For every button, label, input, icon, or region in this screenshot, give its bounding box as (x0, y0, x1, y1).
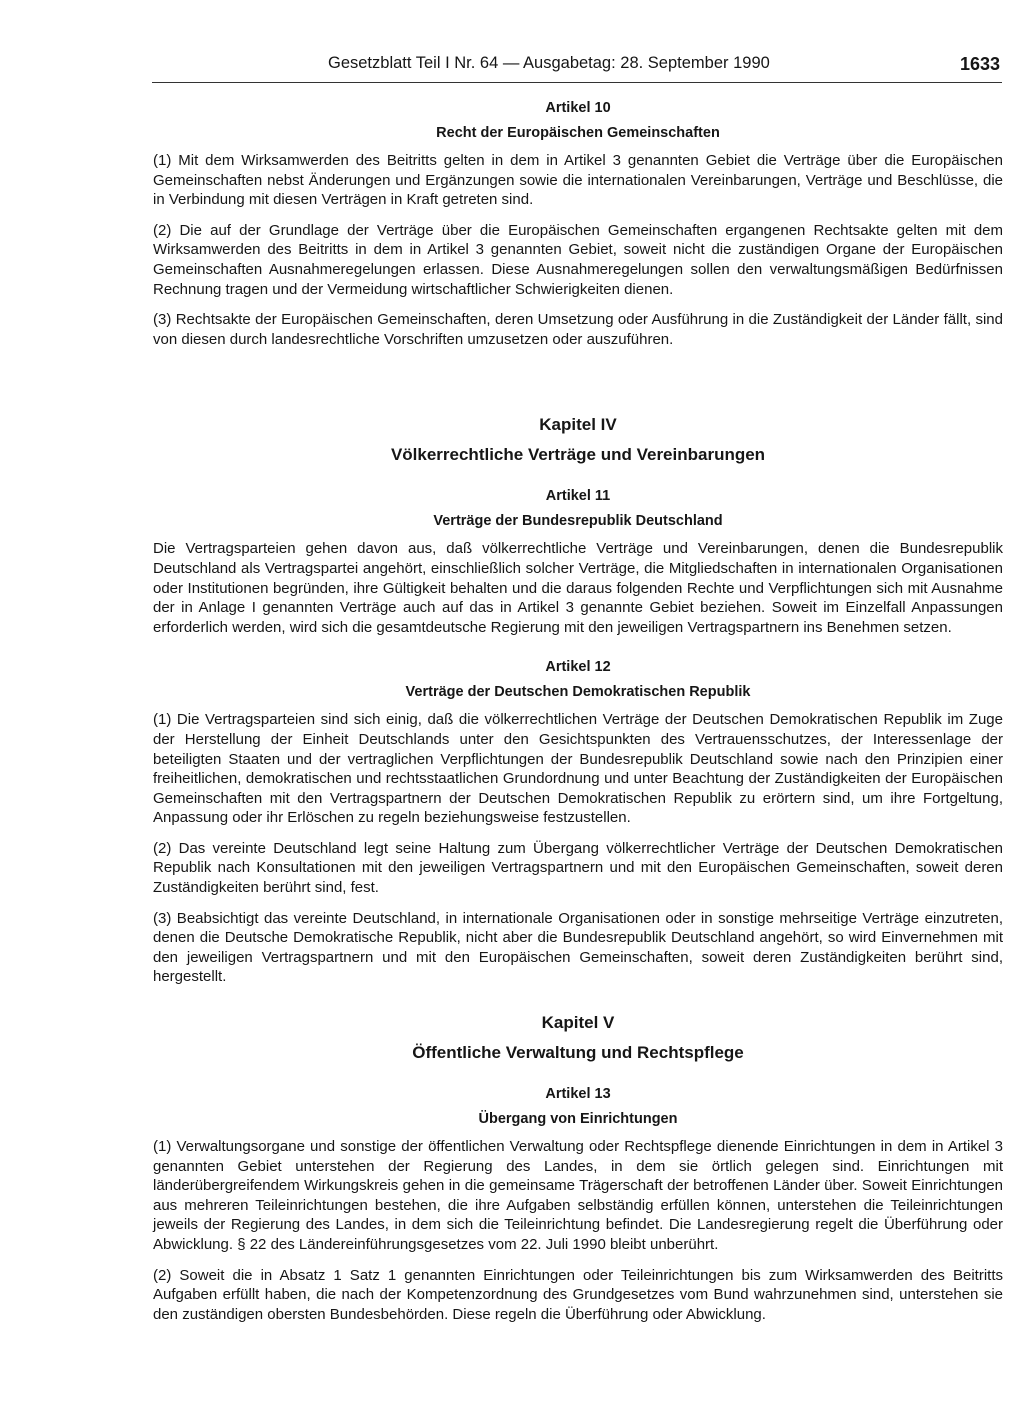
article-subtitle: Recht der Europäischen Gemeinschaften (436, 125, 720, 141)
article-12 (153, 659, 1003, 987)
paragraph: (3) Rechtsakte der Europäischen Gemeinschaften, deren Umsetzung oder Ausführung in die Zuständigkeit der Länder fällt, sind von diesen durch landesrechtliche Vorschriften umzusetzen oder auszuführen. (153, 311, 1003, 348)
article-11 (153, 488, 1003, 637)
page-number: 1633 (959, 54, 1000, 74)
document-body (153, 100, 1003, 1335)
paragraph: (3) Beabsichtigt das vereinte Deutschland, in internationale Organisationen oder in sonstige mehrseitige Verträge einzutreten, denen die Deutsche Demokratische Republik, nicht aber die Bundesrepublik Deutschland angehört, so wird Einvernehmen mit den jeweiligen Vertragspartnern und mit den Europäischen Gemeinschaften, soweit deren Zuständigkeiten berührt sind, hergestellt. (153, 909, 1003, 986)
article-13 (153, 1086, 1003, 1324)
article-subtitle: Übergang von Einrichtungen (478, 1111, 678, 1128)
chapter-title: Kapitel V (541, 1013, 615, 1033)
chapter-subtitle: Völkerrechtliche Verträge und Vereinbarungen (390, 445, 766, 465)
chapter-subtitle: Öffentliche Verwaltung und Rechtspflege (412, 1043, 744, 1063)
chapter-5 (153, 1013, 1003, 1063)
article-title: Artikel 12 (545, 659, 611, 676)
paragraph: (1) Verwaltungsorgane und sonstige der öffentlichen Verwaltung oder Rechtspflege dienende Einrichtungen in dem in Artikel 3 genannten Gebiet unterstehen der Regierung des Landes, in dem sie örtlich gelegen sind. Einrichtungen mit länderübergreifendem Wirkungskreis gehen in die gemeinsame Trägerschaft der betroffenen Länder über. Soweit Einrichtungen aus mehreren Teileinrichtungen bestehen, die ihre Aufgaben selbständig erfüllen können, unterstehen die Teileinrichtungen jeweils der Regierung des Landes, in dem sich die Teileinrichtung befindet. Die Landesregierung regelt die Überführung oder Abwicklung. § 22 des Ländereinführungsgesetzes vom 22. Juli 1990 bleibt unberührt. (153, 1138, 1003, 1253)
paragraph: (2) Das vereinte Deutschland legt seine Haltung zum Übergang völkerrechtlicher Verträge der Deutschen Demokratischen Republik nach Konsultationen mit den jeweiligen Vertragspartnern und mit den Europäischen Gemeinschaften, soweit deren Zuständigkeiten berührt sind, fest. (153, 839, 1003, 897)
page-header (152, 52, 1002, 83)
paragraph: (2) Die auf der Grundlage der Verträge über die Europäischen Gemeinschaften ergangenen Rechtsakte gelten mit dem Wirksamwerden des Beitritts in dem in Artikel 3 genannten Gebiet, soweit nicht die zuständigen Organe der Europäischen Gemeinschaften Ausnahmeregelungen erlassen. Diese Ausnahmeregelungen sollen den verwaltungsmäßigen Bedürfnissen Rechnung tragen und der Vermeidung wirtschaftlicher Schwierigkeiten dienen. (153, 221, 1003, 298)
paragraph: Die Vertragsparteien gehen davon aus, daß völkerrechtliche Verträge und Vereinbarungen, denen die Bundesrepublik Deutschland als Vertragspartei angehört, einschließlich solcher Verträge, die Mitgliedschaften in internationalen Organisationen oder Institutionen begründen, ihre Gültigkeit behalten und die daraus folgenden Rechte und Verpflichtungen sich mit Ausnahme der in Anlage I genannten Verträge auch auf das in Artikel 3 genannte Gebiet beziehen. Soweit im Einzelfall Anpassungen erforderlich werden, wird sich die gesamtdeutsche Regierung mit den jeweiligen Vertragspartnern ins Benehmen setzen. (153, 540, 1003, 636)
article-title: Artikel 11 (545, 488, 611, 505)
paragraph: (1) Die Vertragsparteien sind sich einig, daß die völkerrechtlichen Verträge der Deutschen Demokratischen Republik im Zuge der Herstellung der Einheit Deutschlands unter den Gesichtspunkten des Vertrauensschutzes, der Interessenlage der beteiligten Staaten und der vertraglichen Verpflichtungen der Bundesrepublik Deutschland sowie nach den Prinzipien einer freiheitlichen, demokratischen und rechtsstaatlichen Grundordnung und unter Beachtung der Zuständigkeiten der Europäischen Gemeinschaften mit den Vertragspartnern der Deutschen Demokratischen Republik zu erörtern sind, um ihre Fortgeltung, Anpassung oder ihr Erlöschen zu regeln beziehungsweise festzustellen. (153, 711, 1003, 827)
article-title: Artikel 10 (545, 100, 611, 116)
header-title: Gesetzblatt Teil I Nr. 64 — Ausgabetag: 28. September 1990 (328, 54, 770, 72)
article-10 (153, 100, 1003, 349)
article-title: Artikel 13 (545, 1086, 611, 1103)
chapter-4 (153, 415, 1003, 465)
paragraph: (2) Soweit die in Absatz 1 Satz 1 genannten Einrichtungen oder Teileinrichtungen bis zum Wirksamwerden des Beitritts Aufgaben erfüllt haben, die nach der Kompetenzordnung des Grundgesetzes vom Bund wahrzunehmen sind, unterstehen sie den zuständigen obersten Bundesbehörden. Diese regeln die Überführung oder Abwicklung. (153, 1266, 1003, 1323)
chapter-title: Kapitel IV (539, 415, 617, 435)
paragraph: (1) Mit dem Wirksamwerden des Beitritts gelten in dem in Artikel 3 genannten Gebiet die Verträge über die Europäischen Gemeinschaften nebst Änderungen und Ergänzungen sowie die internationalen Vereinbarungen, Verträge und Beschlüsse, die in Verbindung mit diesen Verträgen in Kraft getreten sind. (153, 152, 1003, 209)
article-subtitle: Verträge der Bundesrepublik Deutschland (433, 513, 723, 530)
article-subtitle: Verträge der Deutschen Demokratischen Republik (405, 684, 751, 701)
